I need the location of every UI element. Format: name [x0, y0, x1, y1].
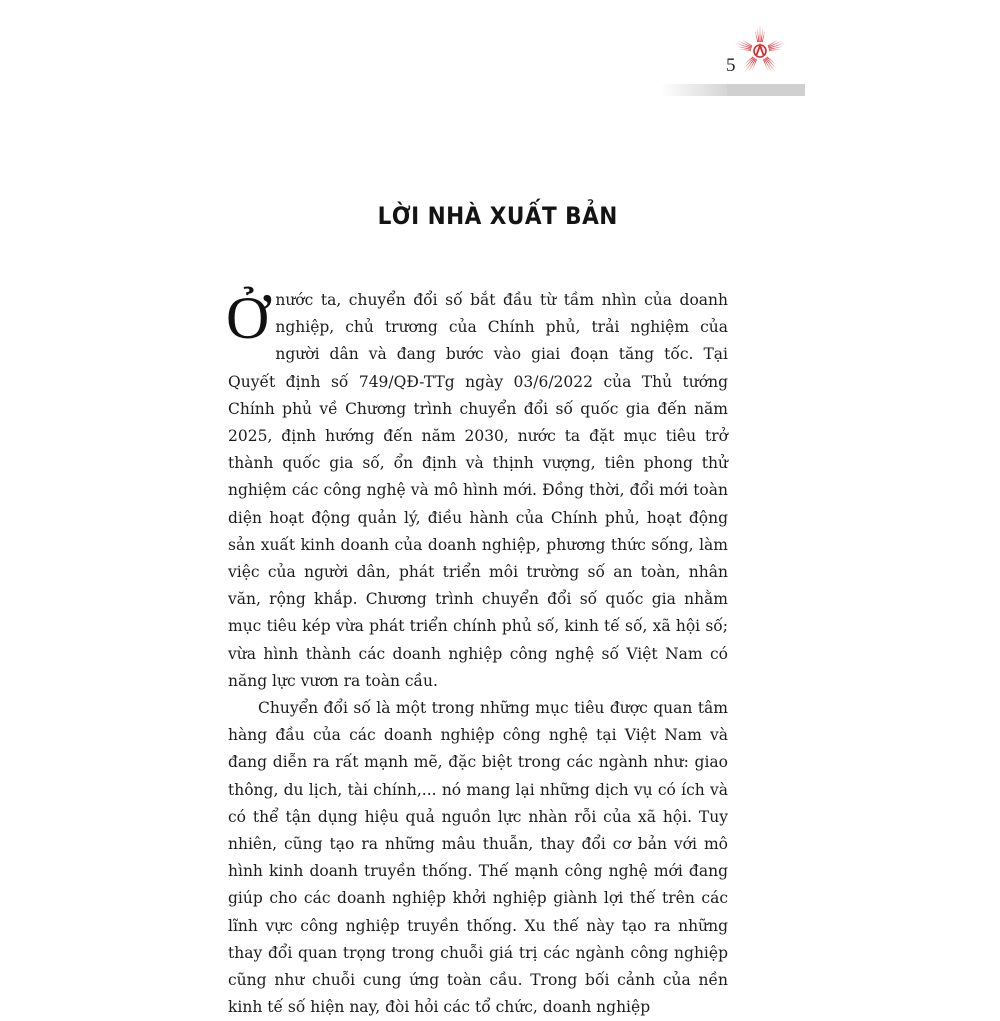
page-number: 5 — [726, 55, 736, 76]
header-rule — [660, 84, 805, 96]
emblem-ray — [765, 58, 776, 73]
emblem-ray — [739, 49, 751, 50]
emblem-ray — [760, 24, 761, 42]
emblem-ray — [769, 49, 781, 50]
paragraph-1-text: nước ta, chuyển đổi số bắt đầu từ tầm nhìn của doanh nghiệp, chủ trương của Chính phủ, trải nghiệm của người dân và đang bước vào giai đoạn tăng tốc. Tại Quyết định số 749/QĐ-TTg ngày 03/6/2022 của Thủ tướng Chính phủ về Chương trình chuyển đổi số quốc gia đến năm 2025, định hướng đến năm 2030, nước ta đặt mục tiêu trở thành quốc gia số, ổn định và thịnh vượng, tiên phong thử nghiệm các công nghệ và mô hình mới. Đồng thời, đổi mới toàn diện hoạt động quản lý, điều hành của Chính phủ, hoạt động sản xuất kinh doanh của doanh nghiệp, phương thức sống, làm việc của người dân, phát triển môi trường số an toàn, nhân văn, rộng khắp. Chương trình chuyển đổi số quốc gia nhằm mục tiêu kép vừa phát triển chính phủ số, kinh tế số, xã hội số; vừa hình thành các doanh nghiệp công nghệ số Việt Nam có năng lực vươn ra toàn cầu. — [228, 291, 728, 690]
emblem-ray — [736, 46, 751, 49]
emblem-ray — [744, 58, 755, 73]
paragraph-2: Chuyển đổi số là một trong những mục tiêu được quan tâm hàng đầu của các doanh nghiệp công nghệ tại Việt Nam và đang diễn ra rất mạnh mẽ, đặc biệt trong các ngành như: giao thông, du lịch, tài chính,... nó mang lại những dịch vụ có ích và có thể tận dụng hiệu quả nguồn lực nhàn rỗi của xã hội. Tuy nhiên, cũng tạo ra những mâu thuẫn, thay đổi cơ bản với mô hình kinh doanh truyền thống. Thế mạnh công nghệ mới đang giúp cho các doanh nghiệp khởi nghiệp giành lợi thế trên các lĩnh vực công nghiệp truyền thống. Xu thế này tạo ra những thay đổi quan trọng trong chuỗi giá trị các ngành công nghiệp cũng như chuỗi cung ứng toàn cầu. Trong bối cảnh của nền kinh tế số hiện nay, đòi hỏi các tổ chức, doanh nghiệp — [228, 699, 728, 1017]
emblem-ray — [744, 57, 755, 68]
paragraph-1 — [228, 287, 728, 695]
drop-cap: Ở — [226, 285, 270, 351]
body-text — [228, 287, 728, 1021]
publisher-star-emblem-icon — [729, 22, 789, 80]
emblem-ray — [766, 57, 777, 68]
emblem-ray — [769, 46, 784, 49]
page-title: LỜI NHÀ XUẤT BẢN — [377, 202, 618, 230]
